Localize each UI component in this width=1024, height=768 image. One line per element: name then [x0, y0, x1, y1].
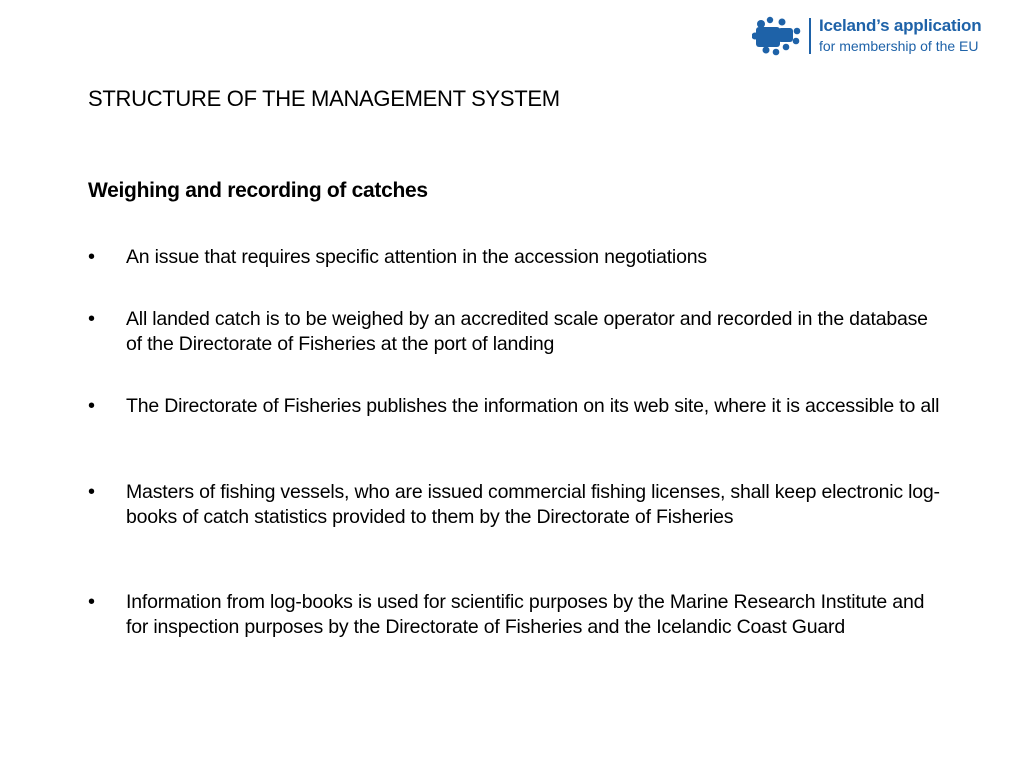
- bullet-dot: •: [88, 246, 96, 268]
- logo-subtitle: for membership of the EU: [819, 38, 979, 54]
- bullet-text: An issue that requires specific attention in the accession negotiations: [126, 246, 707, 268]
- slide-title: STRUCTURE OF THE MANAGEMENT SYSTEM: [88, 86, 560, 111]
- logo-title: Iceland’s application: [819, 16, 982, 35]
- bullet-text: All landed catch is to be weighed by an accredited scale operator and recorded in the database of the Directorate of Fisheries at the port of landing: [126, 308, 928, 355]
- bullet-text: Information from log-books is used for scientific purposes by the Marine Research Institute and for inspection purposes by the Directorate of Fisheries and the Icelandic Coast Guard: [126, 591, 925, 638]
- bullet-dot: •: [88, 591, 96, 613]
- bullet-text: The Directorate of Fisheries publishes the information on its web site, where it is accessible to all: [126, 395, 940, 417]
- bullet-dot: •: [88, 481, 96, 503]
- bullet-dot: •: [88, 395, 96, 417]
- puzzle-pieces-icon: [752, 14, 802, 58]
- iceland-eu-application-logo: [752, 14, 1004, 58]
- logo-divider: [809, 18, 811, 54]
- section-heading: Weighing and recording of catches: [88, 179, 428, 202]
- bullet-dot: •: [88, 308, 96, 330]
- bullet-text: Masters of fishing vessels, who are issued commercial fishing licenses, shall keep electronic log-books of catch statistics provided to them by the Directorate of Fisheries: [126, 481, 940, 528]
